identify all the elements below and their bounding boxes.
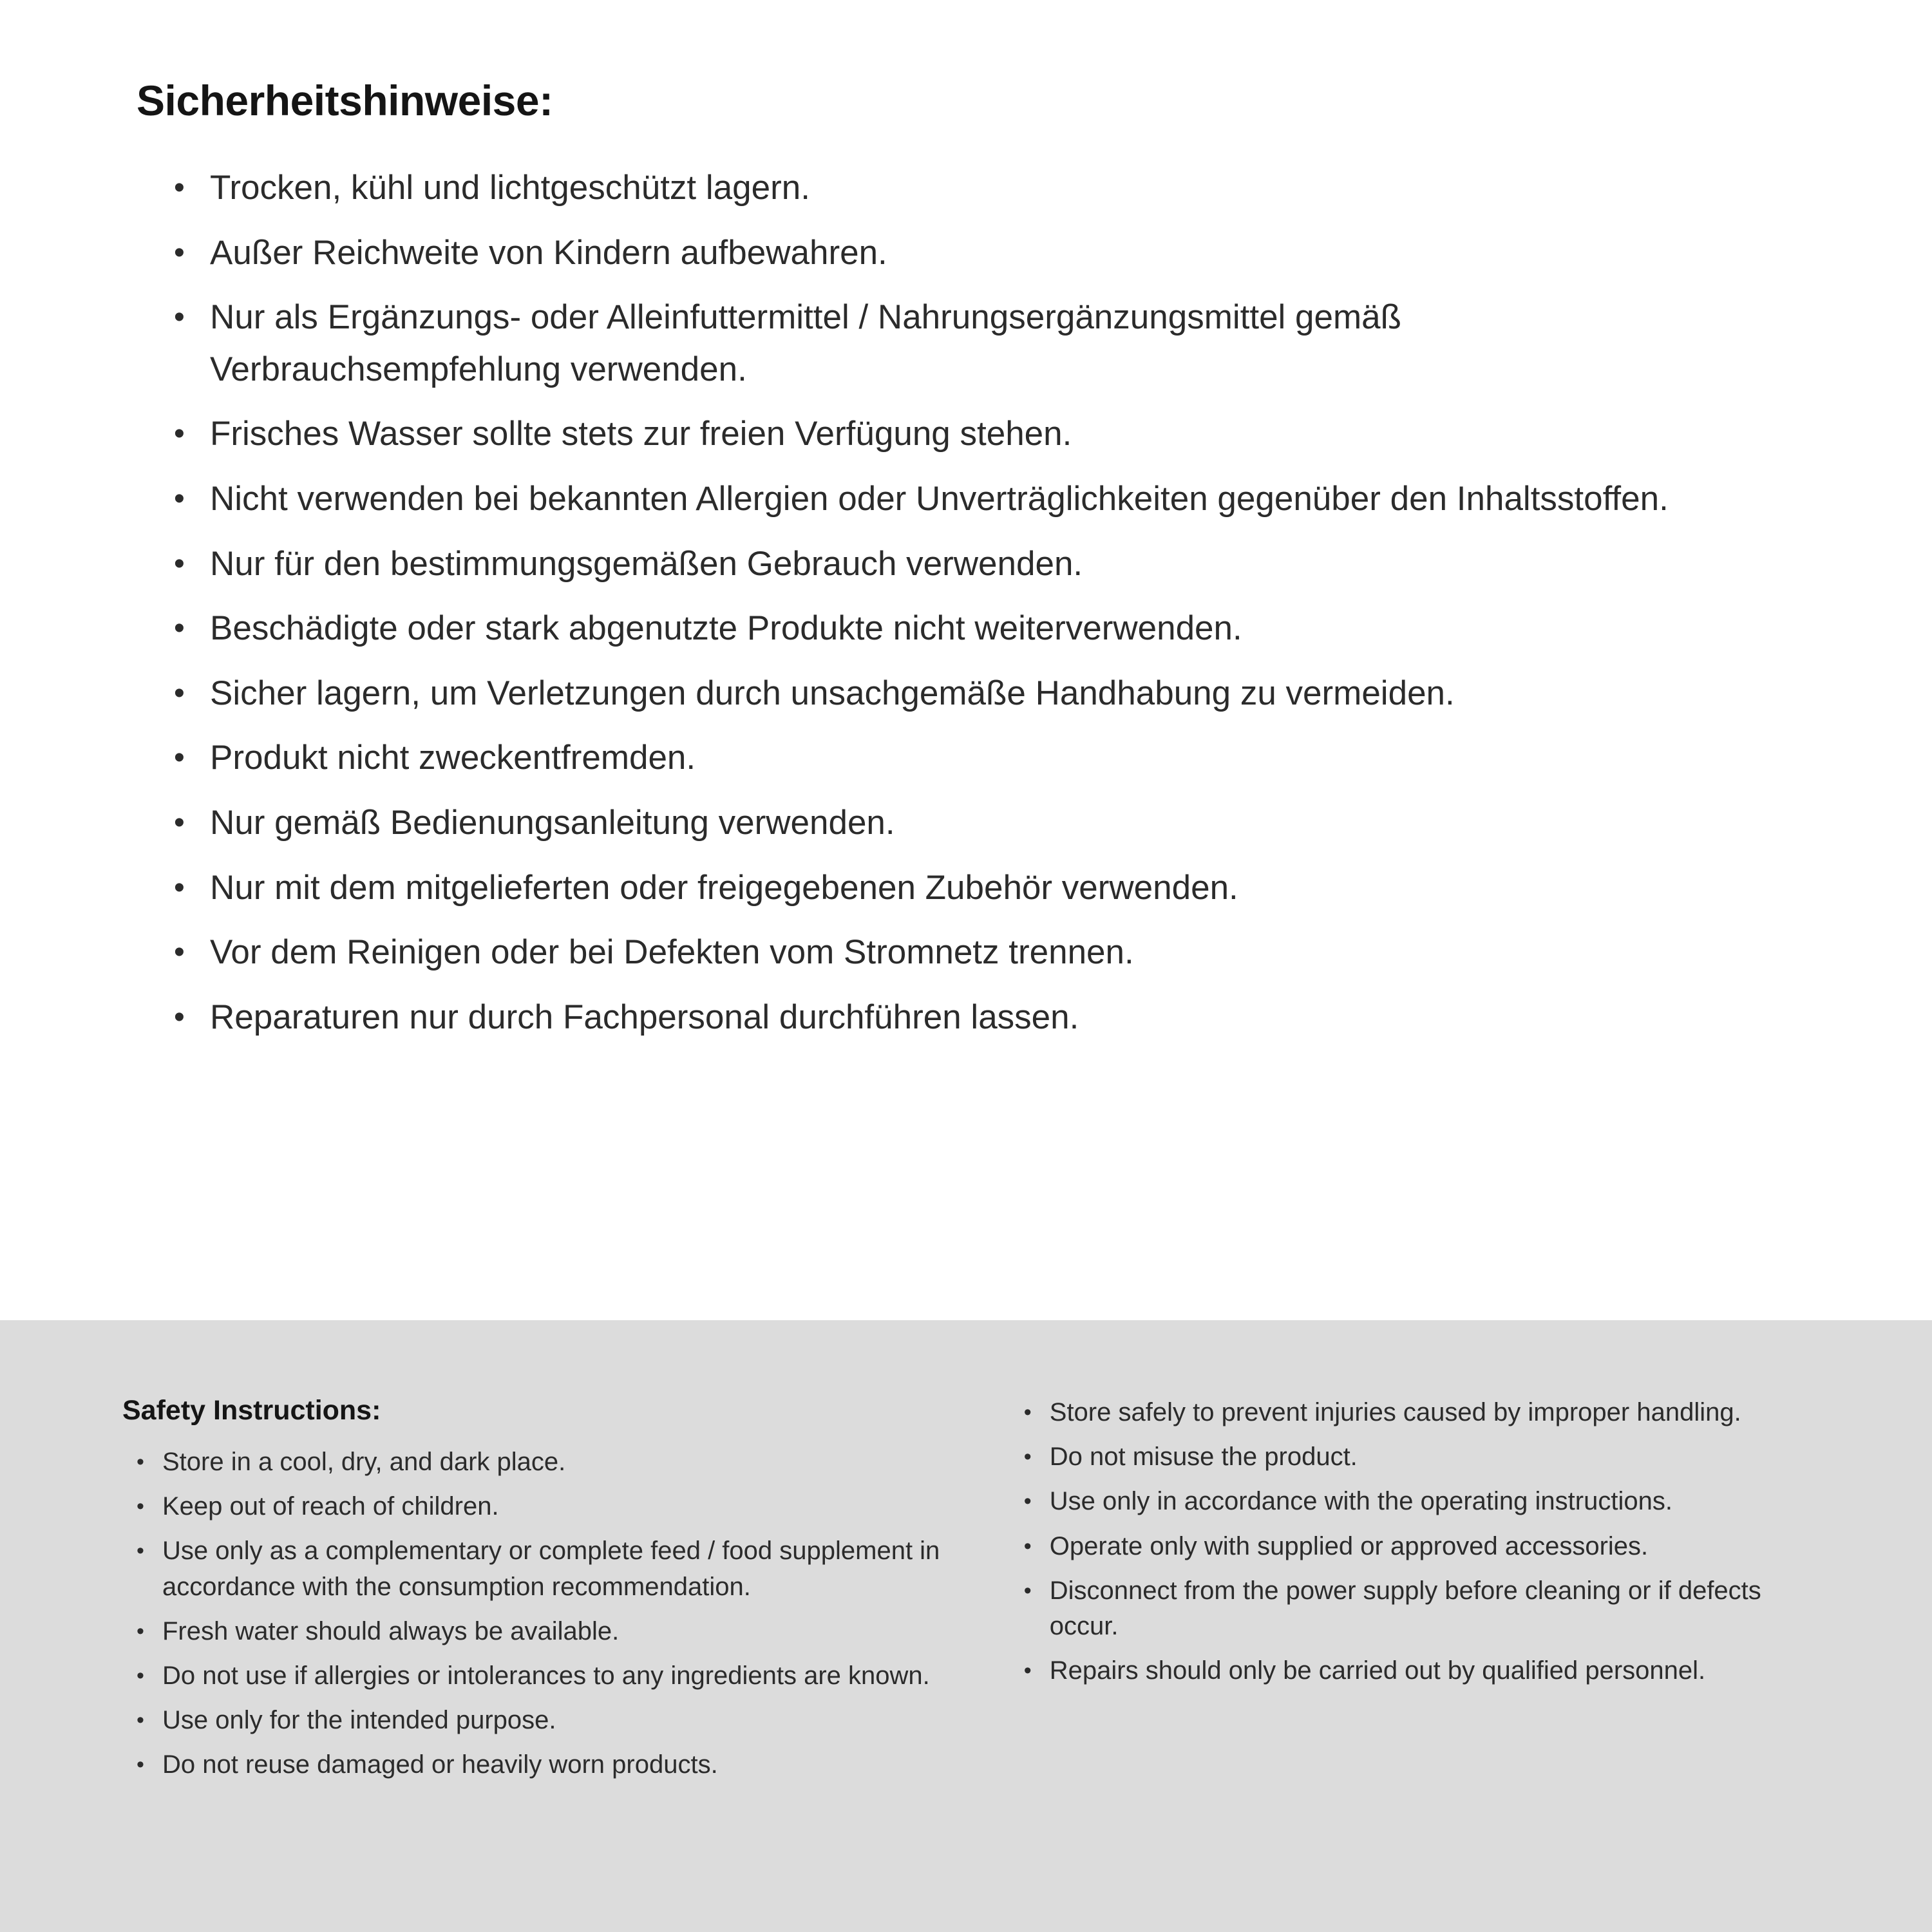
bullet-icon: • xyxy=(1023,1533,1032,1558)
list-item xyxy=(1024,1484,1829,1519)
bullet-icon: • xyxy=(137,1708,144,1733)
list-item-text: Reparaturen nur durch Fachpersonal durchführen lassen. xyxy=(210,998,1079,1036)
list-item-text: Store in a cool, dry, and dark place. xyxy=(162,1448,566,1476)
list-item-text: Sicher lagern, um Verletzungen durch unsachgemäße Handhabung zu vermeiden. xyxy=(210,674,1455,712)
list-item xyxy=(174,408,1816,460)
list-item-text: Nur gemäß Bedienungsanleitung verwenden. xyxy=(210,804,895,842)
list-item xyxy=(174,927,1816,979)
list-item xyxy=(174,862,1816,914)
list-item xyxy=(174,603,1816,655)
list-item xyxy=(174,227,1816,279)
bullet-icon: • xyxy=(174,300,185,335)
bullet-icon: • xyxy=(137,1752,144,1777)
list-item xyxy=(174,797,1816,849)
list-item-text: Use only for the intended purpose. xyxy=(162,1706,556,1735)
list-item xyxy=(174,538,1816,591)
bullet-icon: • xyxy=(174,611,185,646)
list-item-text: Use only in accordance with the operating instructions. xyxy=(1049,1487,1672,1516)
list-item-text: Store safely to prevent injuries caused by improper handling. xyxy=(1049,1398,1741,1426)
list-item xyxy=(1024,1439,1829,1475)
list-item xyxy=(137,1533,966,1604)
bullet-icon: • xyxy=(1023,1444,1032,1470)
list-item xyxy=(1024,1395,1829,1430)
list-item xyxy=(137,1658,966,1694)
bullet-icon: • xyxy=(174,676,185,710)
list-item xyxy=(174,473,1816,526)
bullet-icon: • xyxy=(137,1450,144,1474)
list-item-text: Nur für den bestimmungsgemäßen Gebrauch verwenden. xyxy=(210,544,1083,583)
bullet-icon: • xyxy=(174,171,185,205)
list-item-text: Nicht verwenden bei bekannten Allergien oder Unverträglichkeiten gegenüber den Inhaltsstoffen. xyxy=(210,479,1669,518)
list-item xyxy=(174,668,1816,720)
list-item-text: Repairs should only be carried out by qualified personnel. xyxy=(1049,1656,1706,1685)
list-item-text: Trocken, kühl und lichtgeschützt lagern. xyxy=(210,169,810,207)
list-item xyxy=(137,1747,966,1783)
list-item-text: Do not reuse damaged or heavily worn products. xyxy=(162,1750,718,1779)
bullet-icon: • xyxy=(174,806,185,840)
bullet-icon: • xyxy=(174,741,185,775)
bullet-icon: • xyxy=(137,1494,144,1519)
list-item xyxy=(1024,1529,1829,1564)
bullet-icon: • xyxy=(174,546,185,581)
bullet-icon: • xyxy=(137,1618,144,1643)
list-item xyxy=(137,1703,966,1738)
list-item-text: Nur mit dem mitgelieferten oder freigegebenen Zubehör verwenden. xyxy=(210,868,1238,907)
list-item xyxy=(1024,1653,1829,1689)
bullet-icon: • xyxy=(1023,1658,1032,1683)
bullet-icon: • xyxy=(174,417,185,451)
bullet-icon: • xyxy=(137,1663,144,1688)
list-item xyxy=(137,1444,966,1480)
bullet-icon: • xyxy=(174,870,185,905)
list-item xyxy=(174,292,1816,395)
bullet-icon: • xyxy=(137,1539,144,1564)
list-item-text: Außer Reichweite von Kindern aufbewahren. xyxy=(210,233,887,272)
list-item xyxy=(137,1614,966,1649)
list-item-text: Use only as a complementary or complete feed / food supplement in accordance with the consumption recommendation. xyxy=(162,1537,940,1601)
bullet-icon: • xyxy=(174,235,185,270)
english-right-column xyxy=(1024,1395,1829,1880)
english-safety-list-left xyxy=(122,1444,966,1792)
english-safety-section xyxy=(0,1320,1932,1932)
list-item-text: Disconnect from the power supply before cleaning or if defects occur. xyxy=(1049,1576,1761,1640)
list-item-text: Operate only with supplied or approved accessories. xyxy=(1049,1531,1649,1560)
list-item-text: Vor dem Reinigen oder bei Defekten vom Stromnetz trennen. xyxy=(210,933,1134,972)
list-item-text: Do not misuse the product. xyxy=(1049,1443,1358,1472)
list-item-text: Frisches Wasser sollte stets zur freien Verfügung stehen. xyxy=(210,415,1072,453)
bullet-icon: • xyxy=(174,999,185,1034)
bullet-icon: • xyxy=(1023,1489,1032,1514)
list-item-text: Beschädigte oder stark abgenutzte Produkte nicht weiterverwenden. xyxy=(210,609,1242,648)
list-item-text: Keep out of reach of children. xyxy=(162,1492,499,1521)
list-item xyxy=(1024,1573,1829,1644)
list-item xyxy=(137,1489,966,1524)
list-item-text: Do not use if allergies or intolerances to any ingredients are known. xyxy=(162,1661,930,1690)
bullet-icon: • xyxy=(1023,1578,1032,1603)
bullet-icon: • xyxy=(1023,1400,1032,1425)
english-safety-list-right xyxy=(1024,1395,1829,1698)
list-item-text: Nur als Ergänzungs- oder Alleinfuttermittel / Nahrungsergänzungsmittel gemäß Verbrauchsempfehlung verwenden. xyxy=(210,298,1402,388)
list-item xyxy=(174,162,1816,214)
german-section-title: Sicherheitshinweise: xyxy=(137,77,553,124)
list-item xyxy=(174,992,1816,1044)
english-left-column xyxy=(122,1395,966,1880)
list-item-text: Produkt nicht zweckentfremden. xyxy=(210,739,696,777)
english-section-title: Safety Instructions: xyxy=(122,1395,381,1426)
list-item xyxy=(174,732,1816,784)
bullet-icon: • xyxy=(174,935,185,970)
list-item-text: Fresh water should always be available. xyxy=(162,1616,620,1645)
german-safety-list xyxy=(137,162,1816,1044)
bullet-icon: • xyxy=(174,481,185,516)
